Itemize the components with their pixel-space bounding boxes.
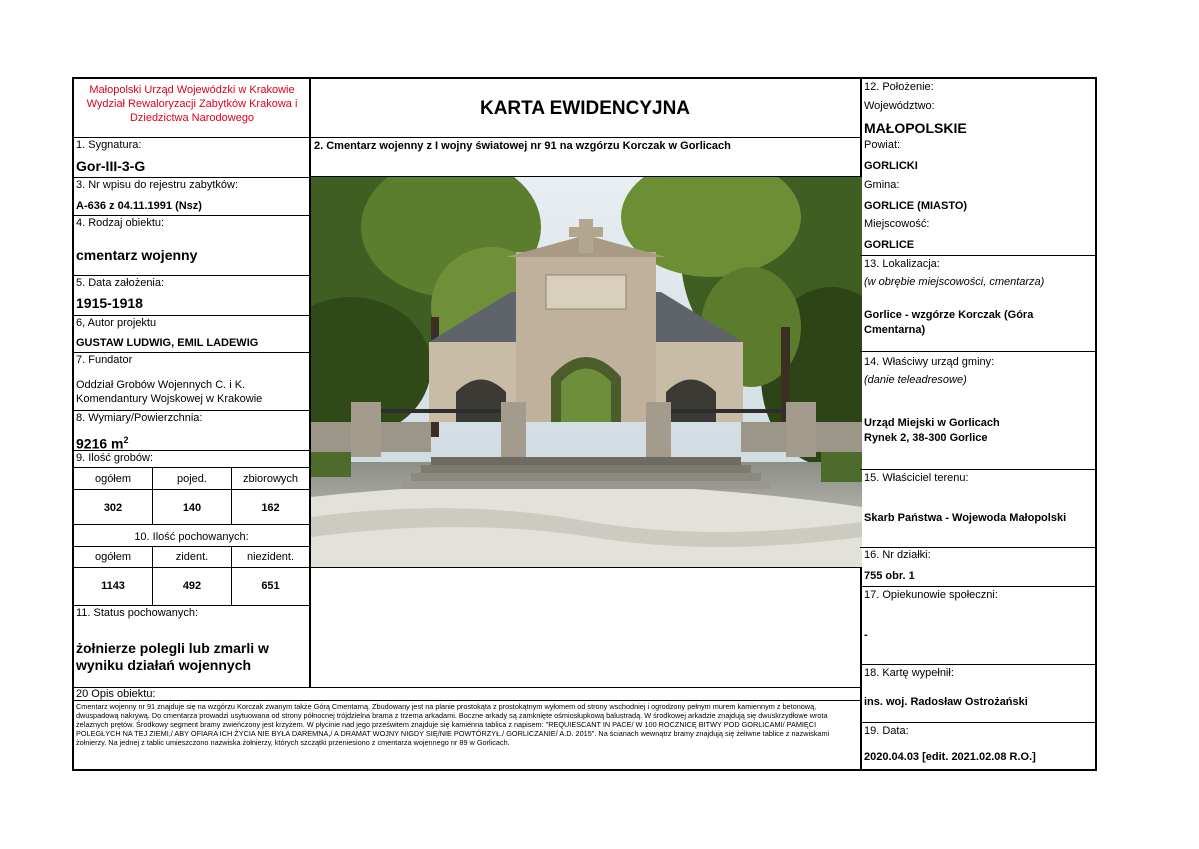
data-zalozenia-value: 1915-1918 [76,295,143,311]
row-divider [74,215,309,216]
object-name: 2. Cmentarz wojenny z I wojny światowej nr 91 na wzgórzu Korczak w Gorlicach [314,140,731,152]
row-divider [74,450,309,451]
status-line-2: wyniku działań wojennych [76,657,252,673]
sygnatura-label: 1. Sygnatura: [76,139,142,151]
urzad-line-2: Rynek 2, 38-300 Gorlice [864,432,988,444]
right-row-divider [860,351,1097,352]
pochowanych-zident-value: 492 [182,580,202,592]
registration-card [72,77,1097,771]
pochowanych-header-zident: zident. [175,551,209,563]
institution-line-2: Wydział Rewaloryzacji Zabytków Krakowa i [86,98,298,110]
right-row-divider [860,469,1097,470]
row-divider [74,177,309,178]
sygnatura-value: Gor-III-3-G [76,158,146,174]
nr-wpisu-value: A-636 z 04.11.1991 (Nsz) [76,200,202,212]
groby-header-zbiorowych: zbiorowych [242,473,299,485]
groby-zbiorowych-value: 162 [261,502,280,514]
fundator-label: 7. Fundator [76,354,133,366]
pochowanych-ogolem-value: 1143 [101,580,125,592]
lokalizacja-line-2: Cmentarna) [864,324,926,336]
row-divider [74,315,309,316]
opiekunowie-value: - [864,629,868,641]
gmina-label: Gmina: [864,179,900,191]
opiekunowie-label: 17. Opiekunowie społeczni: [864,589,998,601]
opis-label: 20 Opis obiektu: [76,688,156,700]
rodzaj-label: 4. Rodzaj obiektu: [76,217,165,229]
right-row-divider [860,547,1097,548]
urzad-line-1: Urząd Miejski w Gorlicach [864,417,1000,429]
pochowanych-header-niezident: niezident. [246,551,295,563]
cemetery-gate-photo [311,177,862,567]
photo-bottom-border [309,567,860,568]
wymiary-unit-exponent: 2 [123,435,129,445]
fundator-line-2: Komendantury Wojskowej w Krakowie [76,393,263,405]
lokalizacja-line-1: Gorlice - wzgórze Korczak (Góra [864,309,1034,321]
polozenie-label: 12. Położenie: [864,81,934,93]
opis-text: Cmentarz wojenny nr 91 znajduje się na wzgórzu Korczak zwanym także Górą Cmentarną. Zbudowany jest na planie prostokąta z prostokątnym wyłomem od strony wschodniej i ogrodzony pełnym murem kamiennym z betonową, dwuspadową nakrywą. Do cmentarza prowadzi usytuowana od strony północnej trójdzielna brama z trzema arkadami. Boczne arkady są zamknięte ośmiosłupkową balustradą. W środkowej arkadzie znajdują się dwuskrzydłowe wrota żelaznych prętów. Środkowy segment bramy zwieńczony jest krzyżem. W płycinie nad jego prześwitem znajduje się kamienna tablica z napisem: "REQUIESCANT IN PACE/ W 100 ROCZNICĘ BITWY POD GORLICAMI/ PAMIĘCI POLEGŁYCH NA TEJ ZIEMI,/ ABY OFIARA ICH ŻYCIA NIE BYŁA DAREMNA,/ A DRAMAT WOJNY NIGDY SIĘ/NIE POWTÓRZYŁ./ GORLICZANIE/ A.D. 2015". Na ścianach wewnątrz bramy znajdują się żeliwne tablice z nazwiskami żołnierzy. Na jednej z tablic umieszczono nazwiska żołnierzy, których szczątki przeniesiono z cmentarza wojennego nr 89 w Gorlicach. [76,702,830,747]
row-divider [74,410,309,411]
row-divider [74,524,309,525]
pochowanych-label: 10. Ilość pochowanych: [134,531,249,543]
card-title: KARTA EWIDENCYJNA [479,98,691,119]
row-divider [74,546,309,547]
lokalizacja-label: 13. Lokalizacja: [864,258,940,270]
wlasciciel-value: Skarb Państwa - Wojewoda Małopolski [864,512,1067,524]
row-divider [74,489,309,490]
right-row-divider [860,255,1097,256]
rodzaj-value: cmentarz wojenny [76,247,198,263]
row-divider [74,467,309,468]
groby-pojed-value: 140 [182,502,202,514]
fundator-line-1: Oddział Grobów Wojennych C. i K. [76,379,246,391]
institution-name [78,83,306,125]
header-divider [74,137,860,138]
dzialka-value: 755 obr. 1 [864,570,915,582]
wymiary-number: 9216 m [76,435,124,452]
wypelnil-label: 18. Kartę wypełnił: [864,667,954,679]
powiat-value: GORLICKI [864,160,918,172]
row-divider [74,352,309,353]
wypelnil-value: ins. woj. Radosław Ostrożański [864,696,1028,708]
data-wypelnienia-value: 2020.04.03 [edit. 2021.02.08 R.O.] [864,751,1036,763]
right-row-divider [860,586,1097,587]
miejscowosc-value: GORLICE [864,239,915,251]
data-wypelnienia-label: 19. Data: [864,725,909,737]
right-row-divider [860,722,1097,723]
status-line-1: żołnierze polegli lub zmarli w [76,640,269,656]
wlasciciel-label: 15. Właściciel terenu: [864,472,969,484]
nr-wpisu-label: 3. Nr wpisu do rejestru zabytków: [76,179,239,191]
powiat-label: Powiat: [864,139,901,151]
lokalizacja-hint: (w obrębie miejscowości, cmentarza) [864,276,1045,288]
wojewodztwo-label: Województwo: [864,100,935,112]
status-label: 11. Status pochowanych: [76,607,199,619]
opis-top-border [74,687,860,688]
right-row-divider [860,664,1097,665]
institution-line-1: Małopolski Urząd Wojewódzki w Krakowie [89,84,295,96]
row-divider [74,567,309,568]
opis-label-divider [74,700,860,701]
autor-value: GUSTAW LUDWIG, EMIL LADEWIG [76,337,259,349]
groby-ogolem-value: 302 [103,502,123,514]
groby-header-pojed: pojed. [177,473,207,485]
institution-line-3: Dziedzictwa Narodowego [129,112,255,124]
pochowanych-header-ogolem: ogółem [94,551,132,563]
urzad-label: 14. Właściwy urząd gminy: [864,356,995,368]
miejscowosc-label: Miejscowość: [864,218,930,230]
data-zalozenia-label: 5. Data założenia: [76,277,165,289]
photo-illustration [311,177,862,567]
pochowanych-niezident-value: 651 [261,580,280,592]
wymiary-label: 8. Wymiary/Powierzchnia: [76,412,203,424]
urzad-hint: (danie teleadresowe) [864,374,967,386]
dzialka-label: 16. Nr działki: [864,549,931,561]
gmina-value: GORLICE (MIASTO) [864,200,968,212]
autor-label: 6, Autor projektu [76,317,157,329]
wojewodztwo-value: MAŁOPOLSKIE [864,120,967,136]
groby-header-ogolem: ogółem [94,473,132,485]
groby-label: 9. Ilość grobów: [76,452,154,464]
row-divider [74,605,309,606]
row-divider [74,275,309,276]
